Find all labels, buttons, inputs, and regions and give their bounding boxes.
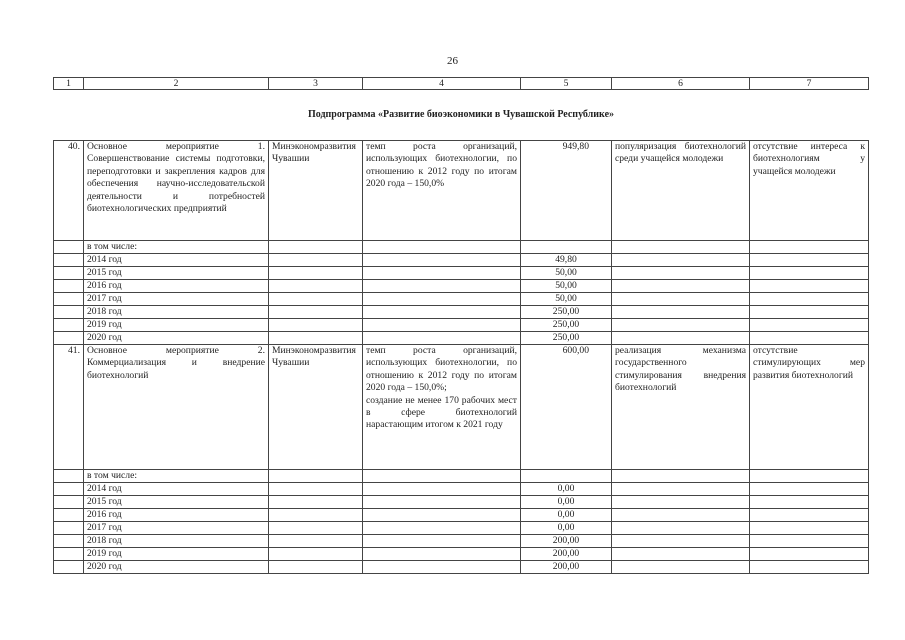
measure-name: Основное мероприятие 1. Совершенствование системы подготовки, переподготовки и закрепления кадров для обеспечения научно-исследовательской деятельности и потребностей биотехнологических предприятий (84, 141, 269, 241)
year-value: 50,00 (521, 293, 612, 306)
year-label: 2018 год (84, 535, 269, 548)
year-row (54, 496, 869, 509)
year-row (54, 254, 869, 267)
including-label: в том числе: (84, 470, 269, 483)
measure-row (54, 141, 869, 241)
col-header: 6 (612, 78, 750, 90)
subprogram-title: Подпрограмма «Развитие биоэкономики в Чувашской Республике» (54, 90, 869, 141)
year-value: 200,00 (521, 548, 612, 561)
page-number: 26 (447, 55, 458, 67)
measure-number: 41. (54, 345, 84, 470)
year-row (54, 522, 869, 535)
year-row (54, 280, 869, 293)
col-header: 7 (750, 78, 869, 90)
year-label: 2017 год (84, 293, 269, 306)
including-row (54, 241, 869, 254)
measure-amount: 600,00 (521, 345, 612, 470)
year-label: 2020 год (84, 332, 269, 345)
program-table (53, 77, 869, 574)
year-row (54, 319, 869, 332)
year-value: 50,00 (521, 267, 612, 280)
year-row (54, 509, 869, 522)
indicator-line-2: создание не менее 170 рабочих мест в сфере биотехнологий нарастающим итогом к 2021 году (366, 394, 517, 431)
year-row (54, 267, 869, 280)
year-label: 2015 год (84, 267, 269, 280)
year-label: 2016 год (84, 509, 269, 522)
including-label: в том числе: (84, 241, 269, 254)
year-label: 2017 год (84, 522, 269, 535)
year-label: 2014 год (84, 254, 269, 267)
col-header: 2 (84, 78, 269, 90)
year-label: 2019 год (84, 319, 269, 332)
measure-result: реализация механизма государственного стимулирования внедрения биотехнологий (612, 345, 750, 470)
year-value: 0,00 (521, 496, 612, 509)
year-row (54, 561, 869, 574)
year-value: 0,00 (521, 509, 612, 522)
subprogram-row (54, 90, 869, 141)
col-header: 4 (363, 78, 521, 90)
year-row (54, 483, 869, 496)
year-row (54, 293, 869, 306)
indicator-line-1: темп роста организаций, использующих биотехнологии, по отношению к 2012 году по итогам 2020 года – 150,0%; (366, 345, 517, 394)
col-header: 3 (269, 78, 363, 90)
measure-executor: Минэкономразвития Чувашии (269, 345, 363, 470)
year-label: 2020 год (84, 561, 269, 574)
measure-amount: 949,80 (521, 141, 612, 241)
year-value: 0,00 (521, 483, 612, 496)
col-header: 1 (54, 78, 84, 90)
column-number-row (54, 78, 869, 90)
year-value: 250,00 (521, 319, 612, 332)
measure-number: 40. (54, 141, 84, 241)
year-value: 250,00 (521, 332, 612, 345)
year-value: 200,00 (521, 561, 612, 574)
measure-risk: отсутствие стимулирующих мер развития биотехнологий (750, 345, 869, 470)
year-label: 2014 год (84, 483, 269, 496)
col-header: 5 (521, 78, 612, 90)
measure-row (54, 345, 869, 470)
measure-indicator: темп роста организаций, использующих биотехнологии, по отношению к 2012 году по итогам 2020 года – 150,0% (363, 141, 521, 241)
measure-result: популяризация биотехнологий среди учащейся молодежи (612, 141, 750, 241)
year-row (54, 548, 869, 561)
measure-indicator (363, 345, 521, 470)
year-label: 2016 год (84, 280, 269, 293)
year-row (54, 535, 869, 548)
year-row (54, 306, 869, 319)
measure-executor: Минэкономразвития Чувашии (269, 141, 363, 241)
year-value: 250,00 (521, 306, 612, 319)
year-label: 2015 год (84, 496, 269, 509)
year-label: 2019 год (84, 548, 269, 561)
year-value: 50,00 (521, 280, 612, 293)
year-label: 2018 год (84, 306, 269, 319)
including-row (54, 470, 869, 483)
measure-name: Основное мероприятие 2. Коммерциализация и внедрение биотехнологий (84, 345, 269, 470)
year-value: 200,00 (521, 535, 612, 548)
year-row (54, 332, 869, 345)
measure-risk: отсутствие интереса к биотехнологиям у учащейся молодежи (750, 141, 869, 241)
year-value: 49,80 (521, 254, 612, 267)
year-value: 0,00 (521, 522, 612, 535)
